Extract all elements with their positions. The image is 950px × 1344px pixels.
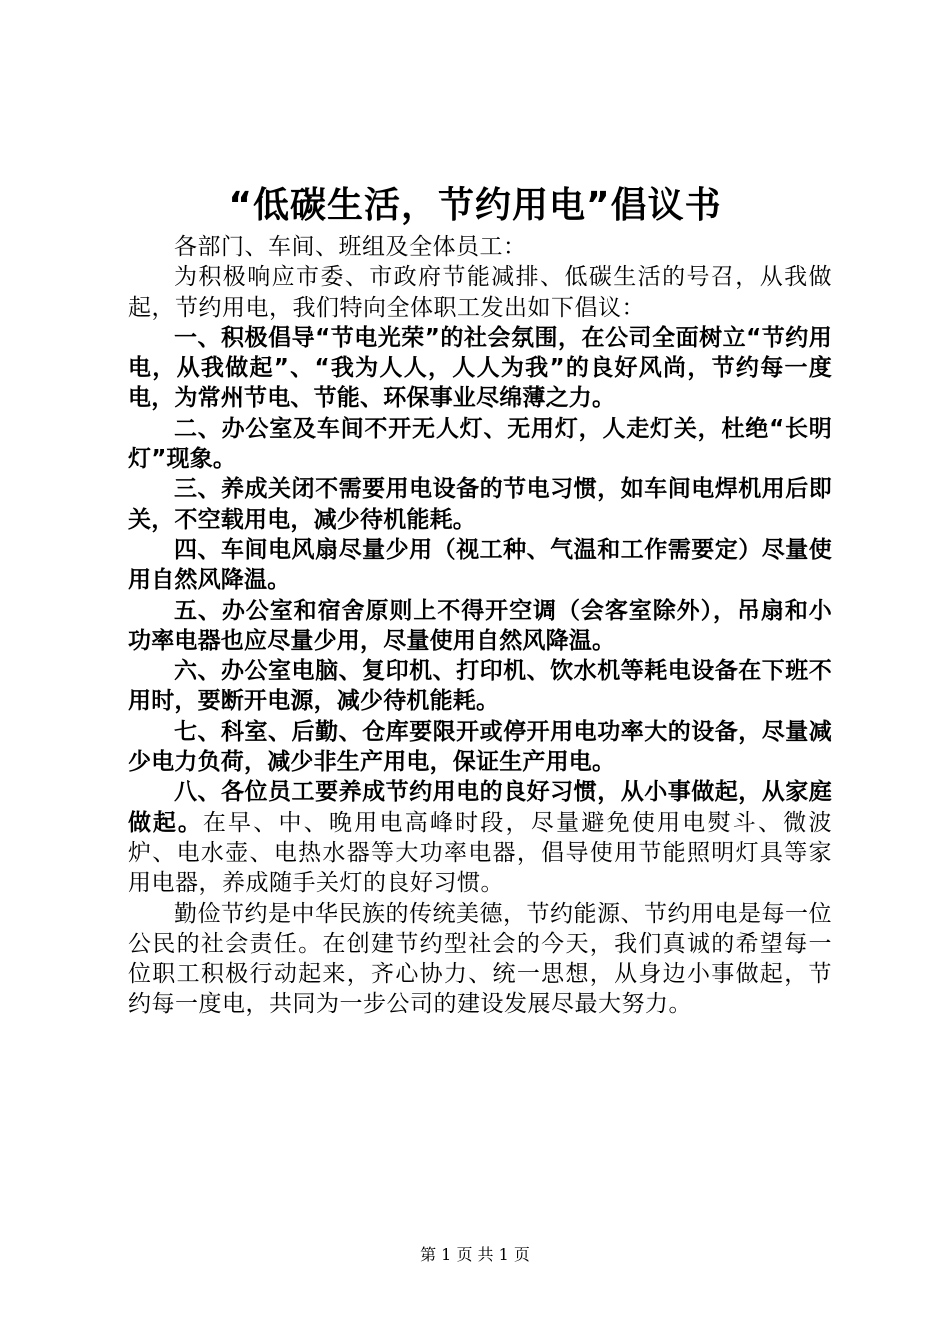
- proposal-item-6: 六、办公室电脑、复印机、打印机、饮水机等耗电设备在下班不用时，要断开电源，减少待机能耗。: [128, 658, 832, 715]
- proposal-item-5: 五、办公室和宿舍原则上不得开空调（会客室除外），吊扇和小功率电器也应尽量少用，尽量使用自然风降温。: [128, 597, 832, 654]
- proposal-item-2: 二、办公室及车间不开无人灯、无用灯，人走灯关，杜绝“长明灯”现象。: [128, 415, 832, 473]
- proposal-item-3: 三、养成关闭不需要用电设备的节电习惯，如车间电焊机用后即关，不空载用电，减少待机能耗。: [128, 476, 832, 533]
- closing-paragraph: 勤俭节约是中华民族的传统美德，节约能源、节约用电是每一位公民的社会责任。在创建节约型社会的今天，我们真诚的希望每一位职工积极行动起来，齐心协力、统一思想，从身边小事做起，节约每一度电，共同为一步公司的建设发展尽最大努力。: [128, 900, 832, 1018]
- intro-paragraph: 为积极响应市委、市政府节能减排、低碳生活的号召，从我做起，节约用电，我们特向全体职工发出如下倡议：: [128, 264, 832, 321]
- proposal-item-4: 四、车间电风扇尽量少用（视工种、气温和工作需要定）尽量使用自然风降温。: [128, 536, 832, 594]
- proposal-item-7: 七、科室、后勤、仓库要限开或停开用电功率大的设备，尽量减少电力负荷，减少非生产用电，保证生产用电。: [128, 718, 832, 776]
- proposal-item-1: 一、积极倡导“节电光荣”的社会氛围，在公司全面树立“节约用电，从我做起”、“我为人人，人人为我”的良好风尚，节约每一度电，为常州节电、节能、环保事业尽绵薄之力。: [128, 324, 832, 412]
- proposal-item-8-lead: 八、各位员工要养成节约用电的良好习惯，从小事做起，从家庭做起。: [128, 779, 832, 836]
- document-body: [128, 232, 832, 1020]
- proposal-item-8-detail: 在早、中、晚用电高峰时段，尽量避免使用电熨斗、微波炉、电水壶、电热水器等大功率电器，倡导使用节能照明灯具等家用电器，养成随手关灯的良好习惯。: [128, 809, 832, 897]
- proposal-item-8: [128, 777, 832, 898]
- salutation: 各部门、车间、班组及全体员工：: [174, 234, 527, 260]
- document-title: “低碳生活，节约用电”倡议书: [228, 185, 722, 226]
- page-footer: 第 1 页 共 1 页: [420, 1245, 530, 1264]
